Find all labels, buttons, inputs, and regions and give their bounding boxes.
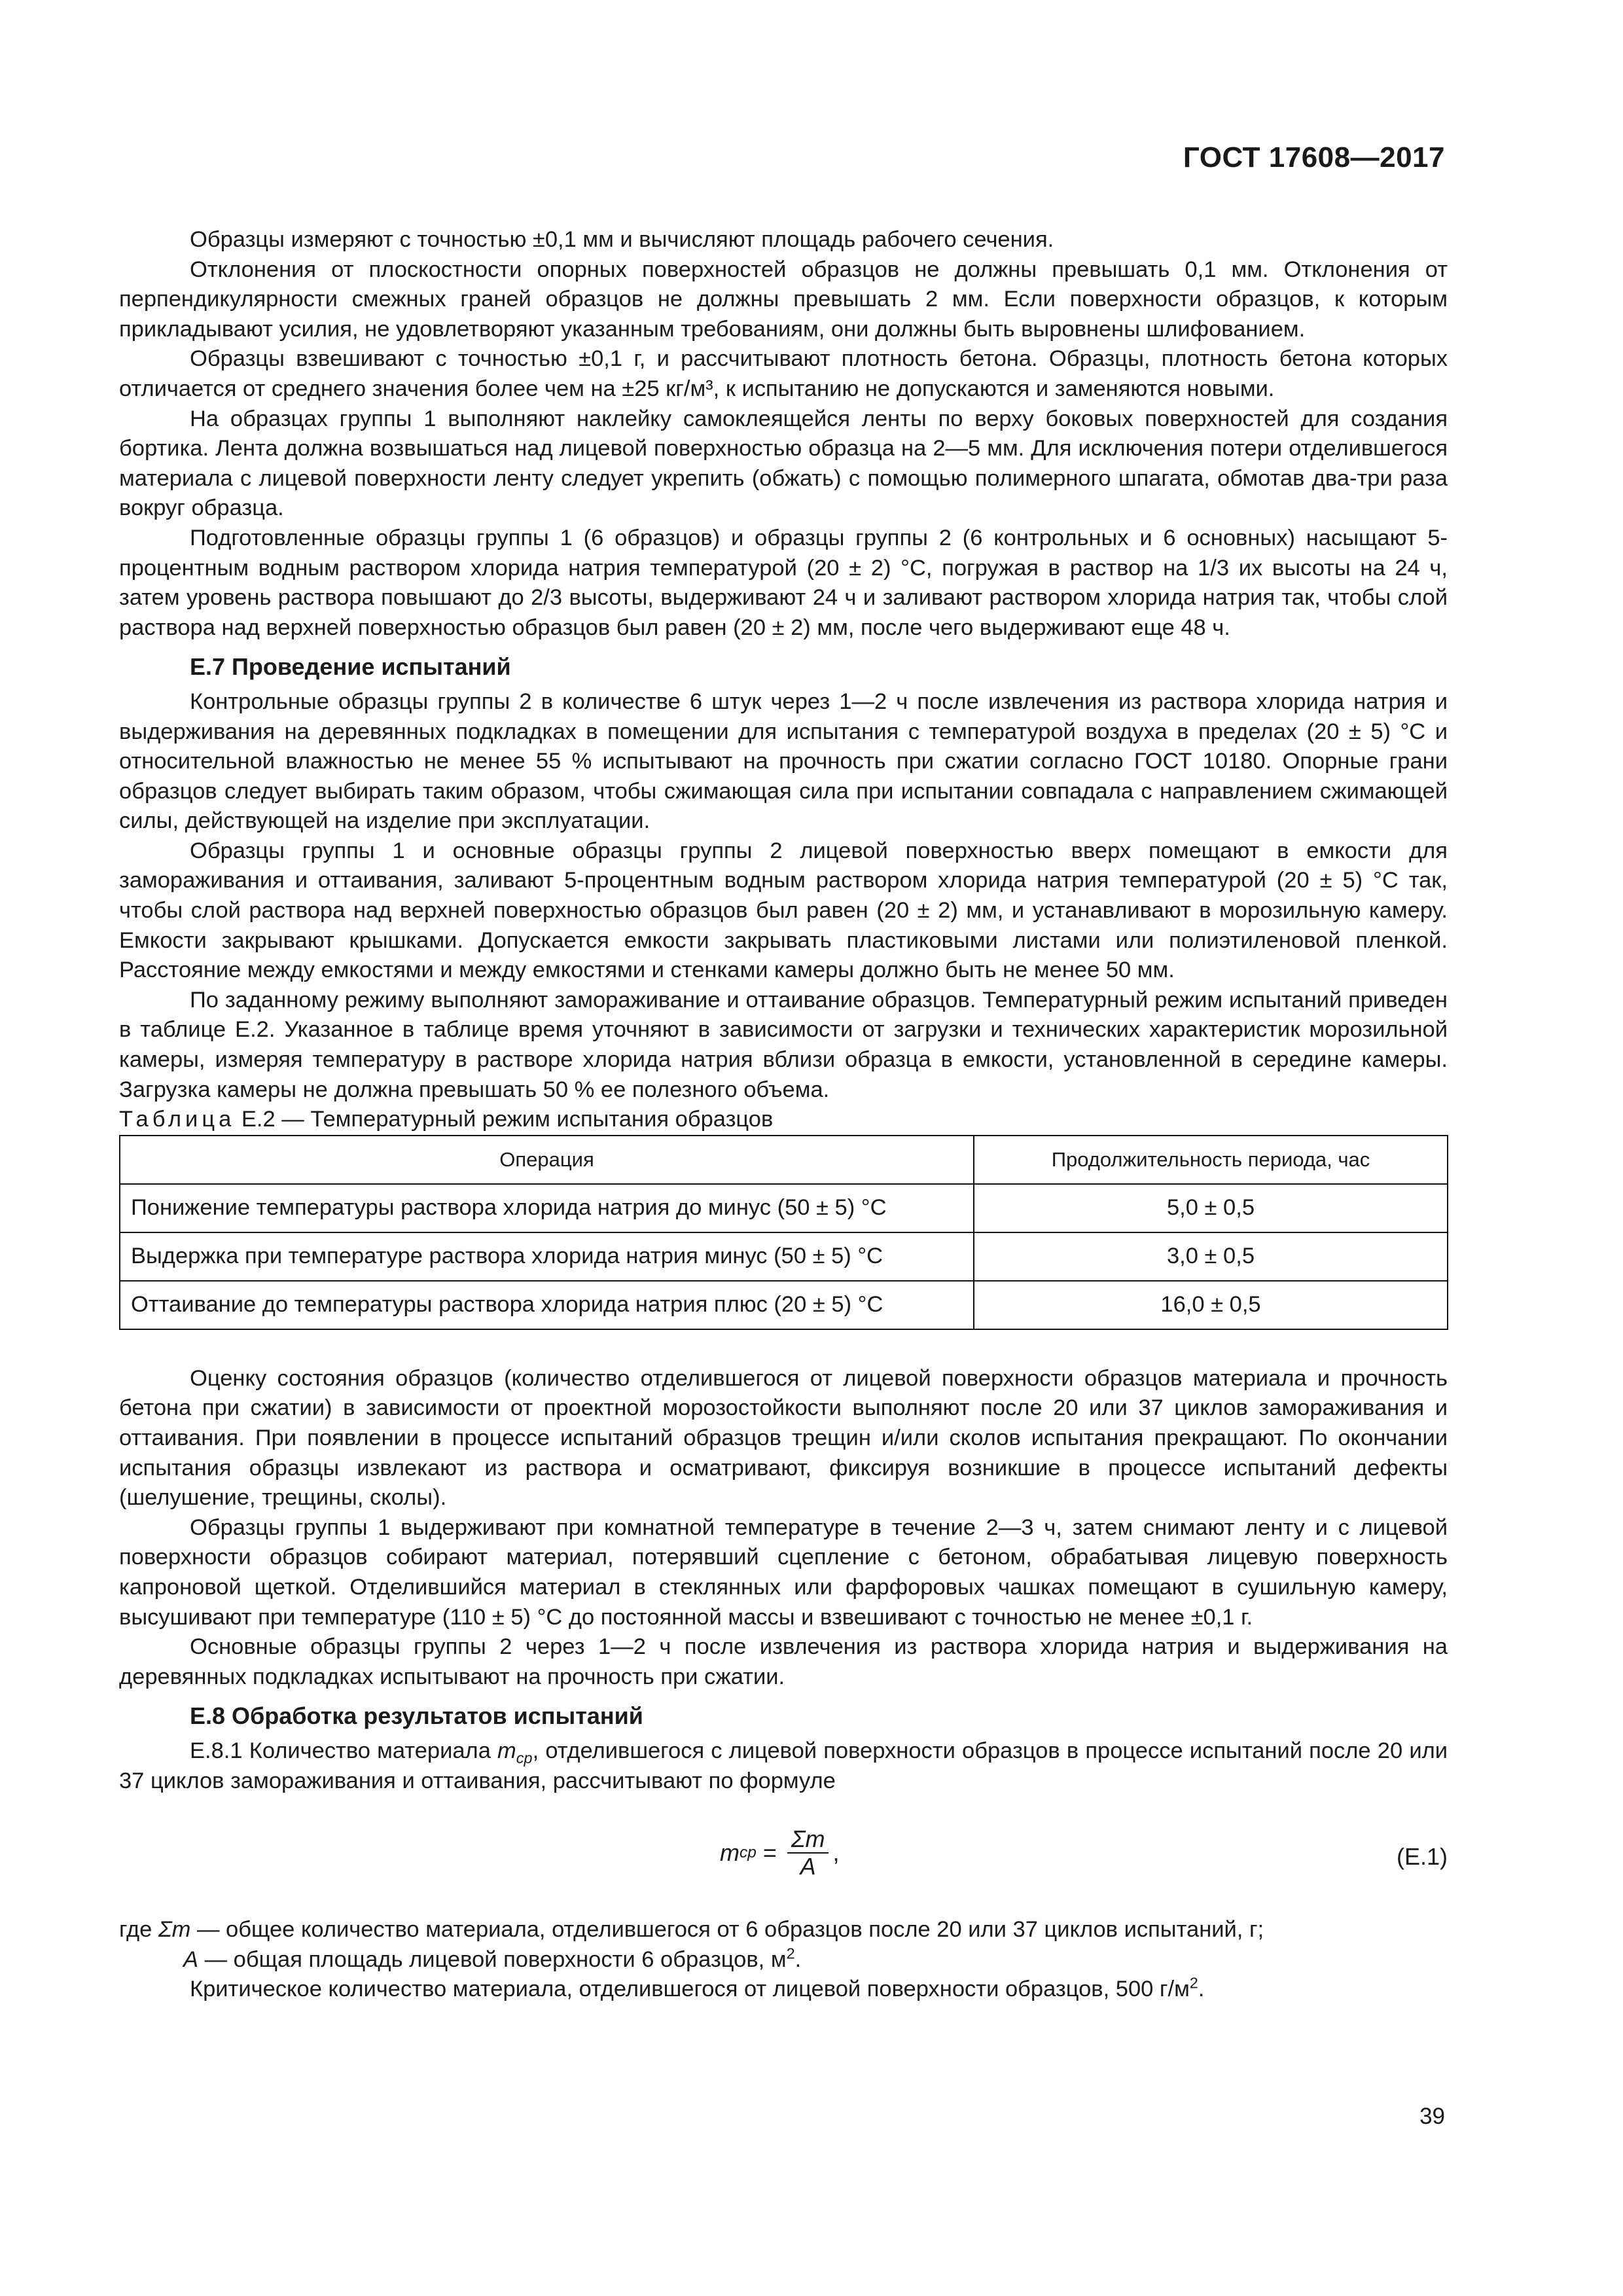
formula-block bbox=[119, 1810, 1448, 1909]
body-text bbox=[119, 225, 1448, 2005]
paragraph: Образцы взвешивают с точностью ±0,1 г, и рассчитывают плотность бетона. Образцы, плотность бетона которых отличается от среднего значения более чем на ±25 кг/м³, к испытанию не допускаются и заменяются новыми. bbox=[119, 346, 1448, 401]
table-cell: 5,0 ± 0,5 bbox=[974, 1184, 1448, 1232]
paragraph: По заданному режиму выполняют замораживание и оттаивание образцов. Температурный режим испытаний приведен в таблице Е.2. Указанное в таблице время уточняют в зависимости от загрузки и технических характеристик морозильной камеры, измеряя температуру в растворе хлорида натрия вблизи образца в емкости, установленной в середине камеры. Загрузка камеры не должна превышать 50 % ее полезного объема. bbox=[119, 987, 1448, 1102]
table-header-row bbox=[120, 1136, 1448, 1184]
legend-text: — общая площадь лицевой поверхности 6 образцов, м bbox=[198, 1946, 787, 1972]
paragraph: Образцы группы 1 и основные образцы группы 2 лицевой поверхностью вверх помещают в емкости для замораживания и оттаивания, заливают 5-процентным водным раствором хлорида натрия температурой (20 ± 5) °С так, чтобы слой раствора над верхней поверхностью образцов был равен (20 ± 2) мм, и устанавливают в морозильную камеру. Емкости закрывают крышками. Допускается емкости закрывать пластиковыми листами или полиэтиленовой пленкой. Расстояние между емкостями и между емкостями и стенками камеры должно быть не менее 50 мм. bbox=[119, 838, 1448, 983]
table-cell: 16,0 ± 0,5 bbox=[974, 1281, 1448, 1329]
paragraph: На образцах группы 1 выполняют наклейку самоклеящейся ленты по верху боковых поверхностей для создания бортика. Лента должна возвышаться над лицевой поверхностью образца на 2—5 мм. Для исключения потери отделившегося материала с лицевой поверхности ленту следует укрепить (обжать) с помощью полимерного шпагата, обмотав два-три раза вокруг образца. bbox=[119, 406, 1448, 521]
table-caption bbox=[119, 1105, 1448, 1135]
paragraph bbox=[119, 1975, 1448, 2005]
table-header-cell: Операция bbox=[120, 1136, 974, 1184]
formula-number: (Е.1) bbox=[1396, 1843, 1448, 1871]
formula-fraction bbox=[787, 1826, 829, 1880]
paragraph bbox=[119, 1736, 1448, 1796]
paragraph: Основные образцы группы 2 через 1—2 ч после извлечения из раствора хлорида натрия и выдерживания на деревянных подкладках испытывают на прочность при сжатии. bbox=[119, 1634, 1448, 1689]
page-number: 39 bbox=[1419, 2104, 1445, 2129]
formula-lhs-sub: ср bbox=[740, 1844, 757, 1862]
paragraph: Отклонения от плоскостности опорных поверхностей образцов не должны превышать 0,1 мм. Отклонения от перпендикулярности смежных граней образцов не должны превышать 2 мм. Если поверхности образцов, к которым прикладывают усилия, не удовлетворяют указанным требованиям, они должны быть выровнены шлифованием. bbox=[119, 257, 1448, 342]
paragraph: Контрольные образцы группы 2 в количестве 6 штук через 1—2 ч после извлечения из раствора хлорида натрия и выдерживания на деревянных подкладках в помещении для испытания с температурой воздуха в пределах (20 ± 5) °С и относительной влажностью не менее 55 % испытывают на прочность при сжатии согласно ГОСТ 10180. Опорные грани образцов следует выбирать таким образом, чтобы сжимающая сила при испытании совпадала с направлением сжимающей силы, действующей на изделие при эксплуатации. bbox=[119, 689, 1448, 834]
subscript: ср bbox=[516, 1749, 533, 1767]
table-row bbox=[120, 1184, 1448, 1232]
table-caption-text: Е.2 — Температурный режим испытания образцов bbox=[241, 1107, 774, 1132]
formula-lhs: m bbox=[720, 1839, 740, 1867]
table-row bbox=[120, 1281, 1448, 1329]
formula-tail: , bbox=[832, 1839, 840, 1867]
legend-line bbox=[119, 1915, 1448, 1945]
formula-legend bbox=[119, 1915, 1448, 1975]
superscript: 2 bbox=[1189, 1974, 1198, 1992]
legend-line bbox=[119, 1945, 1448, 1975]
table-caption-label: Таблица bbox=[119, 1107, 236, 1132]
denominator-text: A bbox=[800, 1853, 816, 1880]
temperature-regime-table bbox=[119, 1135, 1448, 1330]
table-cell: Оттаивание до температуры раствора хлорида натрия плюс (20 ± 5) °С bbox=[120, 1281, 974, 1329]
table-cell: Понижение температуры раствора хлорида натрия до минус (50 ± 5) °С bbox=[120, 1184, 974, 1232]
text-run: , отделившегося с лицевой поверхности образцов в процессе испытаний после 20 или 37 циклов замораживания и оттаивания, рассчитывают по формуле bbox=[119, 1738, 1448, 1793]
paragraph: Образцы измеряют с точностью ±0,1 мм и вычисляют площадь рабочего сечения. bbox=[190, 227, 1054, 252]
legend-end: . bbox=[794, 1946, 802, 1972]
table-cell: 3,0 ± 0,5 bbox=[974, 1232, 1448, 1281]
formula-denominator bbox=[787, 1854, 829, 1880]
paragraph: Оценку состояния образцов (количество отделившегося от лицевой поверхности образцов материала и прочность бетона при сжатии) в зависимости от проектной морозостойкости выполняют после 20 или 37 циклов замораживания и оттаивания. При появлении в процессе испытаний образцов трещин и/или сколов испытания прекращают. По окончании испытания образцы извлекают из раствора и осматривают, фиксируя возникшие в процессе испытаний дефекты (шелушение, трещины, сколы). bbox=[119, 1365, 1448, 1511]
legend-text: — общее количество материала, отделившегося от 6 образцов после 20 или 37 циклов испытаний, г; bbox=[190, 1917, 1264, 1943]
symbol: m bbox=[497, 1738, 516, 1763]
legend-symbol: A bbox=[183, 1946, 199, 1972]
text-run: . bbox=[1198, 1977, 1205, 2002]
paragraph: Образцы группы 1 выдерживают при комнатной температуре в течение 2—3 ч, затем снимают ленту и с лицевой поверхности образцов собирают материал, потерявший сцепление с бетоном, обрабатывая лицевую поверхность капроновой щеткой. Отделившийся материал в стеклянных или фарфоровых чашках помещают в сушильную камеру, высушивают при температуре (110 ± 5) °С до постоянной массы и взвешивают с точностью не менее ±0,1 г. bbox=[119, 1515, 1448, 1630]
section-heading: Е.7 Проведение испытаний bbox=[190, 653, 511, 681]
table-row bbox=[120, 1232, 1448, 1281]
document-header: ГОСТ 17608—2017 bbox=[1183, 141, 1445, 173]
text-run: Критическое количество материала, отделившегося от лицевой поверхности образцов, 500 г/м bbox=[190, 1977, 1190, 2002]
formula-numerator bbox=[787, 1826, 829, 1854]
table-header-cell: Продолжительность периода, час bbox=[974, 1136, 1448, 1184]
superscript: 2 bbox=[786, 1945, 795, 1962]
section-heading: Е.8 Обработка результатов испытаний bbox=[190, 1702, 643, 1730]
paragraph: Подготовленные образцы группы 1 (6 образцов) и образцы группы 2 (6 контрольных и 6 основных) насыщают 5-процентным водным раствором хлорида натрия температурой (20 ± 2) °С, погружая в раствор на 1/3 их высоты на 24 ч, затем уровень раствора повышают до 2/3 высоты, выдерживают 24 ч и заливают раствором хлорида натрия так, чтобы слой раствора над верхней поверхностью образцов был равен (20 ± 2) мм, после чего выдерживают еще 48 ч. bbox=[119, 525, 1448, 640]
legend-prefix: где bbox=[119, 1917, 158, 1943]
text-run: Е.8.1 Количество материала bbox=[190, 1738, 498, 1763]
formula bbox=[720, 1826, 839, 1880]
legend-symbol: Σm bbox=[158, 1917, 191, 1943]
table-cell: Выдержка при температуре раствора хлорида натрия минус (50 ± 5) °С bbox=[120, 1232, 974, 1281]
formula-equals: = bbox=[762, 1839, 777, 1867]
numerator-text: Σm bbox=[791, 1825, 825, 1853]
